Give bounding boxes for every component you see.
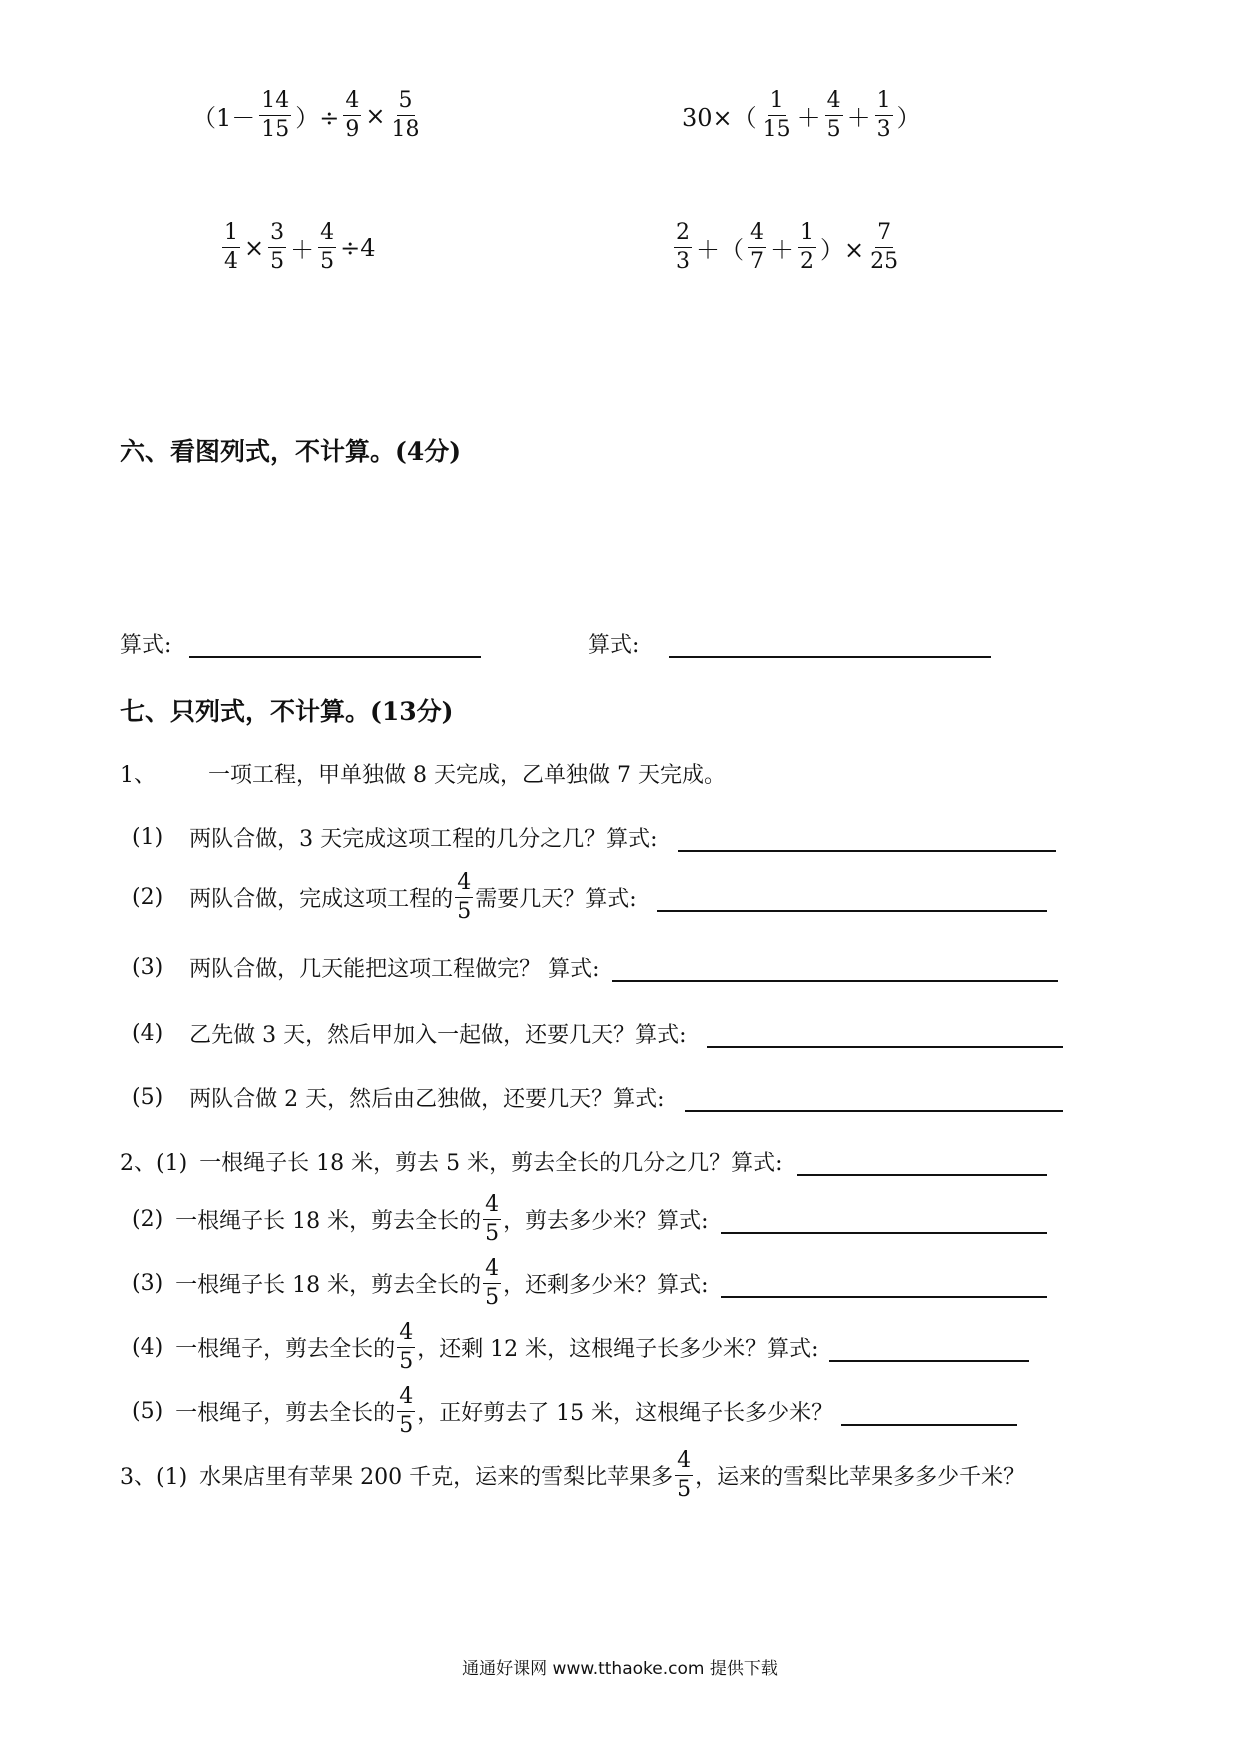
answer-blank[interactable] (721, 1231, 1047, 1234)
question-1-1: (1) 两队合做，3 天完成这项工程的几分之几？算式: (132, 822, 1056, 853)
answer-blank[interactable] (657, 909, 1047, 912)
question-2-4: (4) 一根绳子，剪去全长的 $\frac{4}{5}$ ，还剩 12 米，这根绳子长多少米？算式: (132, 1322, 1029, 1373)
expression-2: 30×（ $\frac{1}{15}$ ＋ $\frac{4}{5}$ ＋ $\frac{1}{3}$ ） (682, 88, 921, 142)
question-1-4: (4) 乙先做 3 天，然后甲加入一起做，还要几天？算式: (132, 1018, 1063, 1049)
question-1-stem: 1、 一项工程，甲单独做 8 天完成，乙单独做 7 天完成。 (120, 763, 726, 788)
answer-blank[interactable] (189, 655, 481, 658)
expression-1: （1－ $\frac{14}{15}$ ）÷ $\frac{4}{9}$ × $\frac{5}{18}$ (192, 88, 420, 142)
answer-blank[interactable] (797, 1173, 1047, 1176)
formula-row-2 (588, 628, 991, 659)
fraction: $\frac{4}{5}$ (399, 1384, 414, 1438)
fraction: $\frac{4}{5}$ (485, 1256, 500, 1310)
fraction: $\frac{4}{9}$ (345, 88, 360, 142)
question-2-3: (3) 一根绳子长 18 米，剪去全长的 $\frac{4}{5}$ ，还剩多少米？算式: (132, 1258, 1047, 1309)
question-1-5: (5) 两队合做 2 天，然后由乙独做，还要几天？算式: (132, 1082, 1063, 1113)
fraction: $\frac{3}{5}$ (270, 220, 285, 274)
fraction: $\frac{1}{15}$ (762, 88, 791, 142)
fraction: $\frac{4}{5}$ (826, 88, 841, 142)
answer-blank[interactable] (841, 1423, 1017, 1426)
question-1-2: (2) 两队合做，完成这项工程的 $\frac{4}{5}$ 需要几天？算式: (132, 872, 1047, 923)
page-footer: 通通好课网 www.tthaoke.com 提供下载 (462, 1659, 778, 1679)
fraction: $\frac{5}{18}$ (391, 88, 420, 142)
question-1-3: (3) 两队合做，几天能把这项工程做完？ 算式: (132, 952, 1058, 983)
fraction: $\frac{4}{5}$ (457, 870, 472, 924)
question-2-5: (5) 一根绳子，剪去全长的 $\frac{4}{5}$ ，正好剪去了 15 米，这根绳子长多少米？ (132, 1386, 1017, 1437)
fraction: $\frac{2}{3}$ (676, 220, 690, 274)
fraction: $\frac{7}{25}$ (870, 220, 899, 274)
fraction: $\frac{4}{5}$ (677, 1448, 692, 1502)
formula-label: 算式: (120, 633, 172, 658)
question-2-1: 2、(1) 一根绳子长 18 米，剪去 5 米，剪去全长的几分之几？算式: (120, 1146, 1047, 1177)
question-2-2: (2) 一根绳子长 18 米，剪去全长的 $\frac{4}{5}$ ，剪去多少米？算式: (132, 1194, 1047, 1245)
section-7-heading: 七、只列式，不计算。(13分) (120, 697, 454, 726)
formula-label: 算式: (588, 633, 640, 658)
answer-blank[interactable] (685, 1109, 1063, 1112)
expression-3: $\frac{1}{4}$ × $\frac{3}{5}$ ＋ $\frac{4}{5}$ ÷4 (224, 220, 376, 274)
fraction: $\frac{4}{5}$ (399, 1320, 414, 1374)
question-3-1: 3、(1) 水果店里有苹果 200 千克，运来的雪梨比苹果多 $\frac{4}{5}$ ，运来的雪梨比苹果多多少千米？ (120, 1448, 1026, 1502)
fraction: $\frac{4}{5}$ (485, 1192, 500, 1246)
answer-blank[interactable] (721, 1295, 1047, 1298)
formula-row-1 (120, 628, 481, 659)
fraction: $\frac{14}{15}$ (261, 88, 290, 142)
fraction: $\frac{4}{7}$ (750, 220, 764, 274)
answer-blank[interactable] (829, 1359, 1029, 1362)
expression-4: $\frac{2}{3}$ ＋（ $\frac{4}{7}$ ＋ $\frac{1}{2}$ ）× $\frac{7}{25}$ (676, 220, 899, 274)
fraction: $\frac{1}{3}$ (876, 88, 891, 142)
answer-blank[interactable] (612, 979, 1058, 982)
answer-blank[interactable] (678, 849, 1056, 852)
fraction: $\frac{1}{2}$ (800, 220, 814, 274)
answer-blank[interactable] (707, 1045, 1063, 1048)
fraction: $\frac{4}{5}$ (320, 220, 335, 274)
answer-blank[interactable] (669, 655, 991, 658)
section-6-heading: 六、看图列式，不计算。(4分) (120, 437, 462, 466)
fraction: $\frac{1}{4}$ (224, 220, 238, 274)
